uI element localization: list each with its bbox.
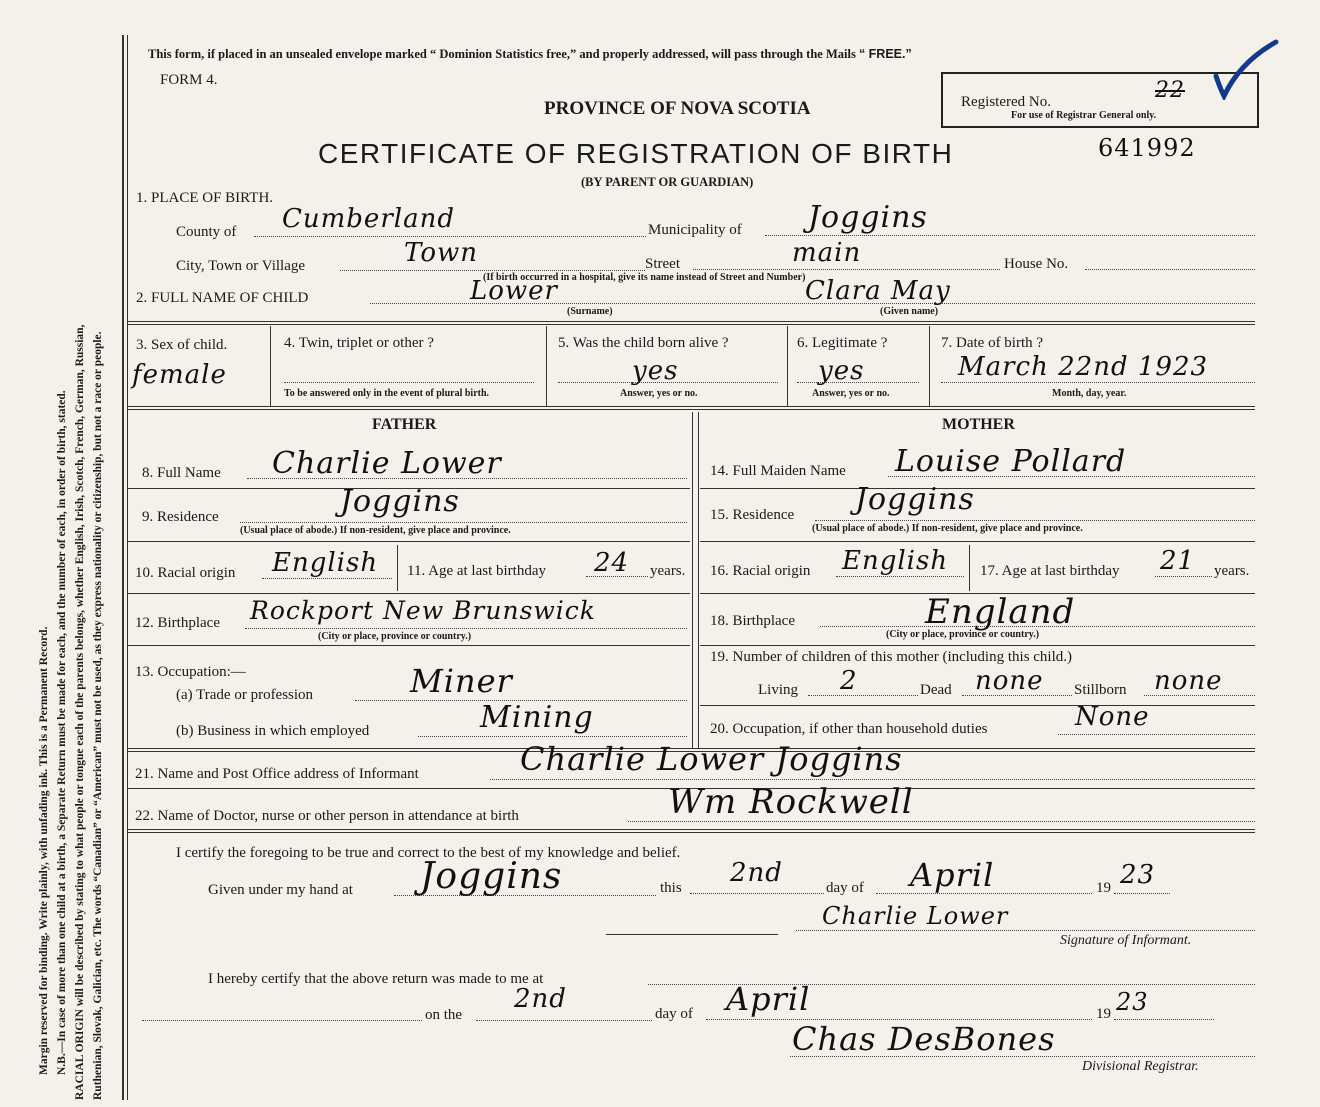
county-label: County of xyxy=(176,224,237,240)
registrar-signature-line xyxy=(790,1056,1255,1057)
reg-day-of-label: day of xyxy=(655,1006,693,1022)
trade-label: (a) Trade or profession xyxy=(176,687,314,703)
year-prefix: 19 xyxy=(1096,880,1111,896)
given-name-note: (Given name) xyxy=(880,306,939,317)
father-age-label: 11. Age at last birthday xyxy=(407,563,546,579)
occupation-label: 13. Occupation:— xyxy=(135,664,246,680)
mother-heading: MOTHER xyxy=(942,416,1015,433)
given-year-line xyxy=(1114,893,1170,894)
informant-signature-line xyxy=(796,930,1255,931)
sex-label: 3. Sex of child. xyxy=(136,337,228,353)
divider xyxy=(700,488,1255,489)
registered-no-label: Registered No. xyxy=(961,94,1051,110)
divider xyxy=(546,326,547,406)
divider xyxy=(787,326,788,406)
father-racial-line xyxy=(262,578,392,579)
dob-value: March 22nd 1923 xyxy=(958,352,1209,382)
house-no-label: House No. xyxy=(1004,256,1069,272)
certify-text: I certify the foregoing to be true and correct to the best of my knowledge and belief. xyxy=(176,845,681,861)
street-label: Street xyxy=(645,256,680,272)
registrar-signature-label: Divisional Registrar. xyxy=(1082,1059,1199,1074)
form-number: FORM 4. xyxy=(160,72,218,88)
twin-note: To be answered only in the event of plural birth. xyxy=(284,388,490,399)
divider xyxy=(128,406,1255,410)
father-birthplace-value: Rockport New Brunswick xyxy=(250,596,596,625)
given-place-value: Joggins xyxy=(420,856,563,897)
checkmark-icon xyxy=(1210,38,1280,100)
full-name-label: 2. FULL NAME OF CHILD xyxy=(136,290,309,306)
divider xyxy=(929,326,930,406)
certificate-subtitle: (BY PARENT OR GUARDIAN) xyxy=(581,175,754,189)
dob-line xyxy=(941,382,1255,383)
mother-abode-note: (Usual place of abode.) If non-resident, give place and province. xyxy=(812,523,1083,534)
living-line xyxy=(808,695,918,696)
mother-age-label: 17. Age at last birthday xyxy=(980,563,1120,579)
street-value: main xyxy=(792,238,862,268)
dead-value: none xyxy=(975,666,1044,696)
dob-note: Month, day, year. xyxy=(1052,388,1127,399)
informant-value: Charlie Lower Joggins xyxy=(520,740,903,778)
divider xyxy=(700,541,1255,542)
mother-occupation-label: 20. Occupation, if other than household duties xyxy=(710,721,988,737)
signature-rule xyxy=(606,934,778,935)
reg-year-prefix: 19 xyxy=(1096,1006,1111,1022)
margin-rule xyxy=(127,35,128,1100)
mother-occupation-line xyxy=(1058,734,1255,735)
divider xyxy=(700,645,1255,646)
twin-label: 4. Twin, triplet or other ? xyxy=(284,335,434,351)
on-the-label: on the xyxy=(425,1007,463,1023)
divider xyxy=(128,829,1255,833)
margin-line: N.B.—In case of more than one child at a birth, a Separate Return must be made for each, and the number of each, in order of birth, stated. xyxy=(56,390,68,1075)
city-label: City, Town or Village xyxy=(176,258,306,274)
margin-line: RACIAL ORIGIN will be described by stating to what people or tongue each of the parents belongs, whether English, Irish, Scotch, French, German, Russian, xyxy=(74,324,86,1100)
divider xyxy=(969,545,970,591)
father-name-label: 8. Full Name xyxy=(142,465,221,481)
column-divider xyxy=(692,412,693,748)
given-month-value: April xyxy=(910,856,995,894)
alive-label: 5. Was the child born alive ? xyxy=(558,335,729,351)
street-line xyxy=(693,269,1000,270)
informant-line xyxy=(490,779,1255,780)
registrar-place-line-2 xyxy=(142,1020,422,1021)
day-of-label: day of xyxy=(826,880,864,896)
living-value: 2 xyxy=(840,666,858,696)
informant-label: 21. Name and Post Office address of Informant xyxy=(135,766,419,782)
divider xyxy=(128,321,1255,325)
divider xyxy=(397,545,398,591)
doctor-label: 22. Name of Doctor, nurse or other person in attendance at birth xyxy=(135,808,519,824)
stillborn-value: none xyxy=(1154,666,1223,696)
doctor-value: Wm Rockwell xyxy=(668,782,914,822)
given-name-value: Clara May xyxy=(805,276,951,306)
business-label: (b) Business in which employed xyxy=(176,723,370,739)
mother-city-note: (City or place, province or country.) xyxy=(886,629,1040,640)
given-label: Given under my hand at xyxy=(208,882,353,898)
mother-residence-label: 15. Residence xyxy=(710,507,795,523)
trade-value: Miner xyxy=(410,662,513,700)
margin-line: Ruthenian, Slovak, Galician, etc. The words “Canadian” or “American” must not be used, as they express nationality or citizenship, but not a race or people. xyxy=(92,331,104,1100)
province-heading: PROVINCE OF NOVA SCOTIA xyxy=(544,98,811,119)
reg-year-line xyxy=(1114,1019,1214,1020)
father-abode-note: (Usual place of abode.) If non-resident, give place and province. xyxy=(240,525,511,536)
father-birthplace-label: 12. Birthplace xyxy=(135,615,220,631)
divider xyxy=(270,326,271,406)
divider xyxy=(128,541,690,542)
father-city-note: (City or place, province or country.) xyxy=(318,631,472,642)
father-name-value: Charlie Lower xyxy=(272,446,502,481)
mother-name-value: Louise Pollard xyxy=(895,444,1127,479)
hospital-note: (If birth occurred in a hospital, give its name instead of Street and Number) xyxy=(483,272,806,283)
father-racial-value: English xyxy=(272,548,379,578)
father-years-label: years. xyxy=(650,563,686,579)
mail-note xyxy=(148,47,912,62)
divider xyxy=(700,705,1255,706)
margin-rule xyxy=(122,35,124,1100)
place-of-birth-label: 1. PLACE OF BIRTH. xyxy=(136,190,274,206)
municipality-value: Joggins xyxy=(808,200,928,235)
this-label: this xyxy=(660,880,682,896)
municipality-label: Municipality of xyxy=(648,222,742,238)
binding-margin xyxy=(0,0,120,1107)
column-divider xyxy=(698,412,699,748)
mother-years-label: years. xyxy=(1214,563,1250,579)
reg-day-line xyxy=(476,1020,652,1021)
county-line xyxy=(254,236,646,237)
mail-note-free: “ FREE.” xyxy=(858,47,912,61)
informant-signature-label: Signature of Informant. xyxy=(1060,933,1192,948)
father-residence-label: 9. Residence xyxy=(142,509,219,525)
father-racial-label: 10. Racial origin xyxy=(135,565,236,581)
business-value: Mining xyxy=(480,700,594,735)
mail-note-text: This form, if placed in an unsealed envelope marked “ Dominion Statistics free,” and properly addressed, will pass through the Mails xyxy=(148,47,859,61)
municipality-line xyxy=(765,235,1255,236)
alive-value: yes xyxy=(632,356,679,386)
margin-line: Margin reserved for binding. Write plainly, with unfading ink. This is a Permanent Record. xyxy=(38,626,50,1075)
mother-racial-value: English xyxy=(842,546,949,576)
mother-occupation-value: None xyxy=(1075,702,1150,732)
father-heading: FATHER xyxy=(372,416,437,433)
mother-age-line xyxy=(1155,576,1212,577)
legitimate-value: yes xyxy=(818,356,865,386)
surname-note: (Surname) xyxy=(567,306,613,317)
surname-value: Lower xyxy=(470,276,558,306)
dead-label: Dead xyxy=(920,682,952,698)
certificate-number: 641992 xyxy=(1098,134,1196,162)
certificate-title: CERTIFICATE OF REGISTRATION OF BIRTH xyxy=(318,138,954,169)
children-label: 19. Number of children of this mother (including this child.) xyxy=(710,649,1073,665)
legitimate-label: 6. Legitimate ? xyxy=(797,335,888,351)
reg-month-value: April xyxy=(726,980,811,1018)
father-birthplace-line xyxy=(245,628,687,629)
registrar-certify-text: I hereby certify that the above return was made to me at xyxy=(208,971,544,987)
registrar-signature: Chas DesBones xyxy=(792,1020,1056,1058)
reg-year-value: 23 xyxy=(1116,988,1149,1016)
twin-line xyxy=(284,382,534,383)
alive-note: Answer, yes or no. xyxy=(620,388,698,399)
informant-signature: Charlie Lower xyxy=(822,902,1009,930)
stillborn-label: Stillborn xyxy=(1074,682,1127,698)
given-year-value: 23 xyxy=(1120,860,1156,890)
father-residence-line xyxy=(240,522,687,523)
living-label: Living xyxy=(758,682,798,698)
sex-value: female xyxy=(132,360,227,390)
registered-no-value: 22 xyxy=(1155,78,1185,103)
mother-racial-label: 16. Racial origin xyxy=(710,563,811,579)
mother-name-label: 14. Full Maiden Name xyxy=(710,463,846,479)
business-line xyxy=(418,736,687,737)
mother-residence-value: Joggins xyxy=(855,482,975,517)
city-line xyxy=(340,270,645,271)
given-day-line xyxy=(690,893,824,894)
dob-label: 7. Date of birth ? xyxy=(941,335,1044,351)
father-age-value: 24 xyxy=(594,548,630,578)
legitimate-note: Answer, yes or no. xyxy=(812,388,890,399)
county-value: Cumberland xyxy=(282,204,455,234)
reg-day-value: 2nd xyxy=(514,984,567,1014)
mother-birthplace-value: England xyxy=(925,592,1076,632)
divider xyxy=(128,593,690,594)
mother-residence-line xyxy=(815,520,1255,521)
mother-birthplace-label: 18. Birthplace xyxy=(710,613,795,629)
registrar-use-note: For use of Registrar General only. xyxy=(1011,110,1157,121)
father-residence-value: Joggins xyxy=(340,484,460,519)
house-no-line xyxy=(1085,269,1255,270)
given-day-value: 2nd xyxy=(730,858,783,888)
mother-racial-line xyxy=(836,576,964,577)
divider xyxy=(128,645,690,646)
city-value: Town xyxy=(404,238,478,268)
mother-age-value: 21 xyxy=(1160,546,1196,576)
